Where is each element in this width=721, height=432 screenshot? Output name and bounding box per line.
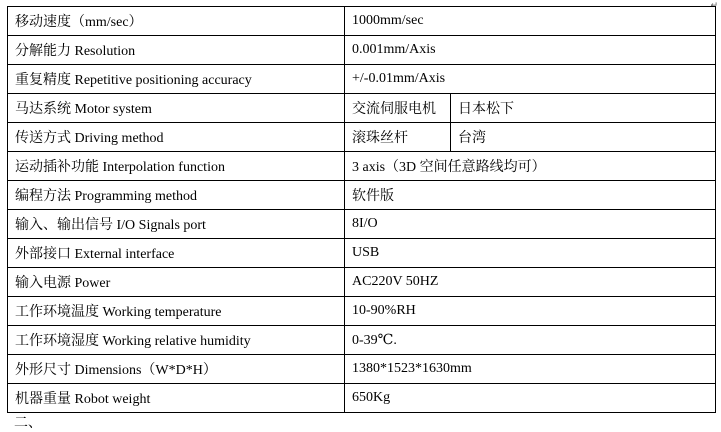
value-cell: 10-90%RH [345, 297, 716, 326]
table-row [8, 152, 716, 181]
value-cell: 软件版 [345, 181, 716, 210]
spec-table [7, 6, 716, 413]
param-cell: 外部接口 External interface [8, 239, 345, 268]
table-row [8, 181, 716, 210]
value-cell: 0-39℃. [345, 326, 716, 355]
table-row [8, 210, 716, 239]
value-cell: USB [345, 239, 716, 268]
value-cell: 日本松下 [451, 94, 716, 123]
table-row [8, 36, 716, 65]
table-row [8, 123, 716, 152]
table-row [8, 297, 716, 326]
param-cell: 运动插补功能 Interpolation function [8, 152, 345, 181]
value-cell: AC220V 50HZ [345, 268, 716, 297]
param-cell: 分解能力 Resolution [8, 36, 345, 65]
param-cell: 重复精度 Repetitive positioning accuracy [8, 65, 345, 94]
table-row [8, 326, 716, 355]
value-cell: 滚珠丝杆 [345, 123, 451, 152]
param-cell: 外形尺寸 Dimensions（W*D*H） [8, 355, 345, 384]
param-cell: 工作环境温度 Working temperature [8, 297, 345, 326]
table-row [8, 239, 716, 268]
value-cell: 3 axis（3D 空间任意路线均可） [345, 152, 716, 181]
value-cell: 1000mm/sec [345, 7, 716, 36]
cut-off-heading: 二、 [14, 416, 42, 431]
param-cell: 马达系统 Motor system [8, 94, 345, 123]
param-cell: 工作环境湿度 Working relative humidity [8, 326, 345, 355]
value-cell: +/-0.01mm/Axis [345, 65, 716, 94]
param-cell: 编程方法 Programming method [8, 181, 345, 210]
value-cell: 0.001mm/Axis [345, 36, 716, 65]
value-cell: 交流伺服电机 [345, 94, 451, 123]
table-row [8, 65, 716, 94]
return-arrow-icon: ↵ [710, 1, 718, 11]
value-cell: 8I/O [345, 210, 716, 239]
value-cell: 650Kg [345, 384, 716, 413]
table-row [8, 268, 716, 297]
param-cell: 传送方式 Driving method [8, 123, 345, 152]
table-row [8, 355, 716, 384]
param-cell: 移动速度（mm/sec） [8, 7, 345, 36]
param-cell: 输入、输出信号 I/O Signals port [8, 210, 345, 239]
param-cell: 机器重量 Robot weight [8, 384, 345, 413]
table-row [8, 7, 716, 36]
param-cell: 输入电源 Power [8, 268, 345, 297]
value-cell: 台湾 [451, 123, 716, 152]
value-cell: 1380*1523*1630mm [345, 355, 716, 384]
table-row [8, 384, 716, 413]
table-row [8, 94, 716, 123]
